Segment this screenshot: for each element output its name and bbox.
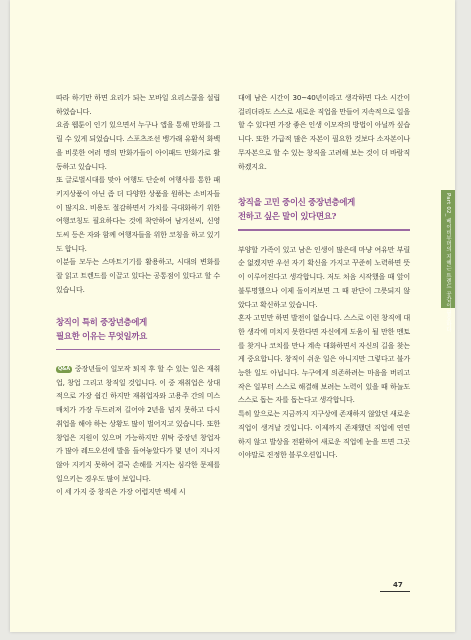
- heading-underline: [238, 229, 410, 231]
- paragraph: 혼자 고민만 하면 발전이 없습니다. 스스로 이런 창직에 대한 생각에 미치지 못한다면 자신에게 도움이 될 만한 멘토를 찾거나 코치를 만나 계속 대화하면서 자신의 길을 찾는 게 중요합니다. 창직이 쉬운 일은 아니지만 그렇다고 불가능한 일도 아닙니다. 누구에게 의존하려는 마음을 버리고 작은 일부터 스스로 해결해 보려는 노력이 있을 때 하늘도 스스로 돕는 자를 돕는다고 생각합니다.: [238, 313, 410, 405]
- side-tab-label: Part 02_ 베이비부머의 지혜는 트렌드 공감이 필요하다: [445, 193, 451, 333]
- paragraph: [56, 362, 220, 485]
- heading-underline: [56, 349, 220, 351]
- right-column: [238, 91, 410, 462]
- page-number-rule: [380, 591, 410, 592]
- heading-line: 창직을 고민 중이신 중장년층에게: [238, 197, 355, 208]
- paragraph: 이분들 모두는 스마트기기를 활용하고, 시대의 변화를 잘 읽고 트렌드를 이끌고 있다는 공통점이 있다고 할 수 있습니다.: [56, 257, 220, 294]
- book-page: [10, 0, 455, 632]
- paragraph: 대에 남은 시간이 30~40년이라고 생각하면 다소 시간이 걸리더라도 스스로 새로운 직업을 만들어 지속적으로 일을 할 수 있다면 가장 좋은 인생 이모작의 방법이 아닐까 싶습니다. 또한 가급적 많은 자본이 필요한 것보다 소자본이나 무자본으로 할 수 있는 창직을 고려해 보는 것이 더 바람직하겠지요.: [238, 93, 410, 171]
- paragraph: 따라 하기만 하면 요리가 되는 모바일 요리스쿨을 설립하였습니다.: [56, 93, 220, 116]
- chapter-side-tab: [441, 190, 455, 333]
- qa-tag: Q&A: [58, 366, 70, 373]
- paragraph: 요즘 웹툰이 인기 있으면서 누구나 앱을 통해 만화를 그릴 수 있게 되었습니다. 스포츠조선 뱅가래 유환석 화백을 비롯한 여러 명의 만화가들이 아이패드 만화가로 활동하고 있습니다.: [56, 120, 220, 171]
- paragraph-text: 중장년들이 일모작 퇴직 후 할 수 있는 일은 재취업, 창업 그리고 창직일 것입니다. 이 중 재취업은 상대적으로 가장 쉽긴 하지만 재취업자와 고용주 간의 미스매치가 가장 두드러져 길어야 2년을 넘지 못하고 다시 취업을 해야 하는 상황도 많이 벌어지고 있습니다. 또한 창업은 지원이 있으며 가능하지만 위탁 중장년 창업자가 많아 레드오션에 발을 들여놓았다가 몇 년이 지나지 않아 지키지 못하여 결국 손해를 거지는 심각한 문제를 일으키는 경우도 많이 보입니다.: [56, 364, 220, 483]
- heading-line: 전하고 싶은 말이 있다면요?: [238, 211, 337, 222]
- section-heading: [238, 195, 410, 231]
- left-column: [56, 91, 220, 499]
- heading-line: 창직이 특히 중장년층에게: [56, 316, 147, 327]
- paragraph: 부양할 가족이 있고 남은 인생이 많은데 마냥 여유만 부릴 순 없겠지만 우선 자기 확신을 가지고 꾸준히 노력하면 뜻이 이루어진다고 생각합니다. 저도 처음 시작했을 때 앞이 불투명했으나 이제 돌이켜보면 그 때 판단이 그릇되지 않았다고 확신하고 있습니다.: [238, 244, 410, 309]
- heading-line: 필요한 이유는 무엇일까요: [56, 330, 147, 341]
- paragraph: 특히 앞으로는 지금까지 지구상에 존재하지 않았던 새로운 직업이 생겨날 것입니다. 이제까지 존재했던 직업에 연연하지 않고 발상을 전환하여 새로운 직업에 눈을 뜨면 그곳이야말로 진정한 블루오션입니다.: [238, 409, 410, 460]
- section-heading: [56, 315, 220, 351]
- page-number: 47: [393, 581, 403, 589]
- paragraph: 또 글로벌시대를 맞아 여행도 단순히 여행사를 통한 패키지상품이 아닌 좀 더 다양한 상품을 원하는 소비자들이 많지요. 비용도 절감하면서 가치를 극대화하기 위한 여행코칭도 필요하다는 것에 착안하여 남거선씨, 신영도씨 등은 자와 함께 여행자들을 위한 코칭을 하고 있기도 합니다.: [56, 175, 220, 253]
- paragraph: 이 세 가지 중 창직은 가장 어렵지만 백세 시: [56, 487, 186, 497]
